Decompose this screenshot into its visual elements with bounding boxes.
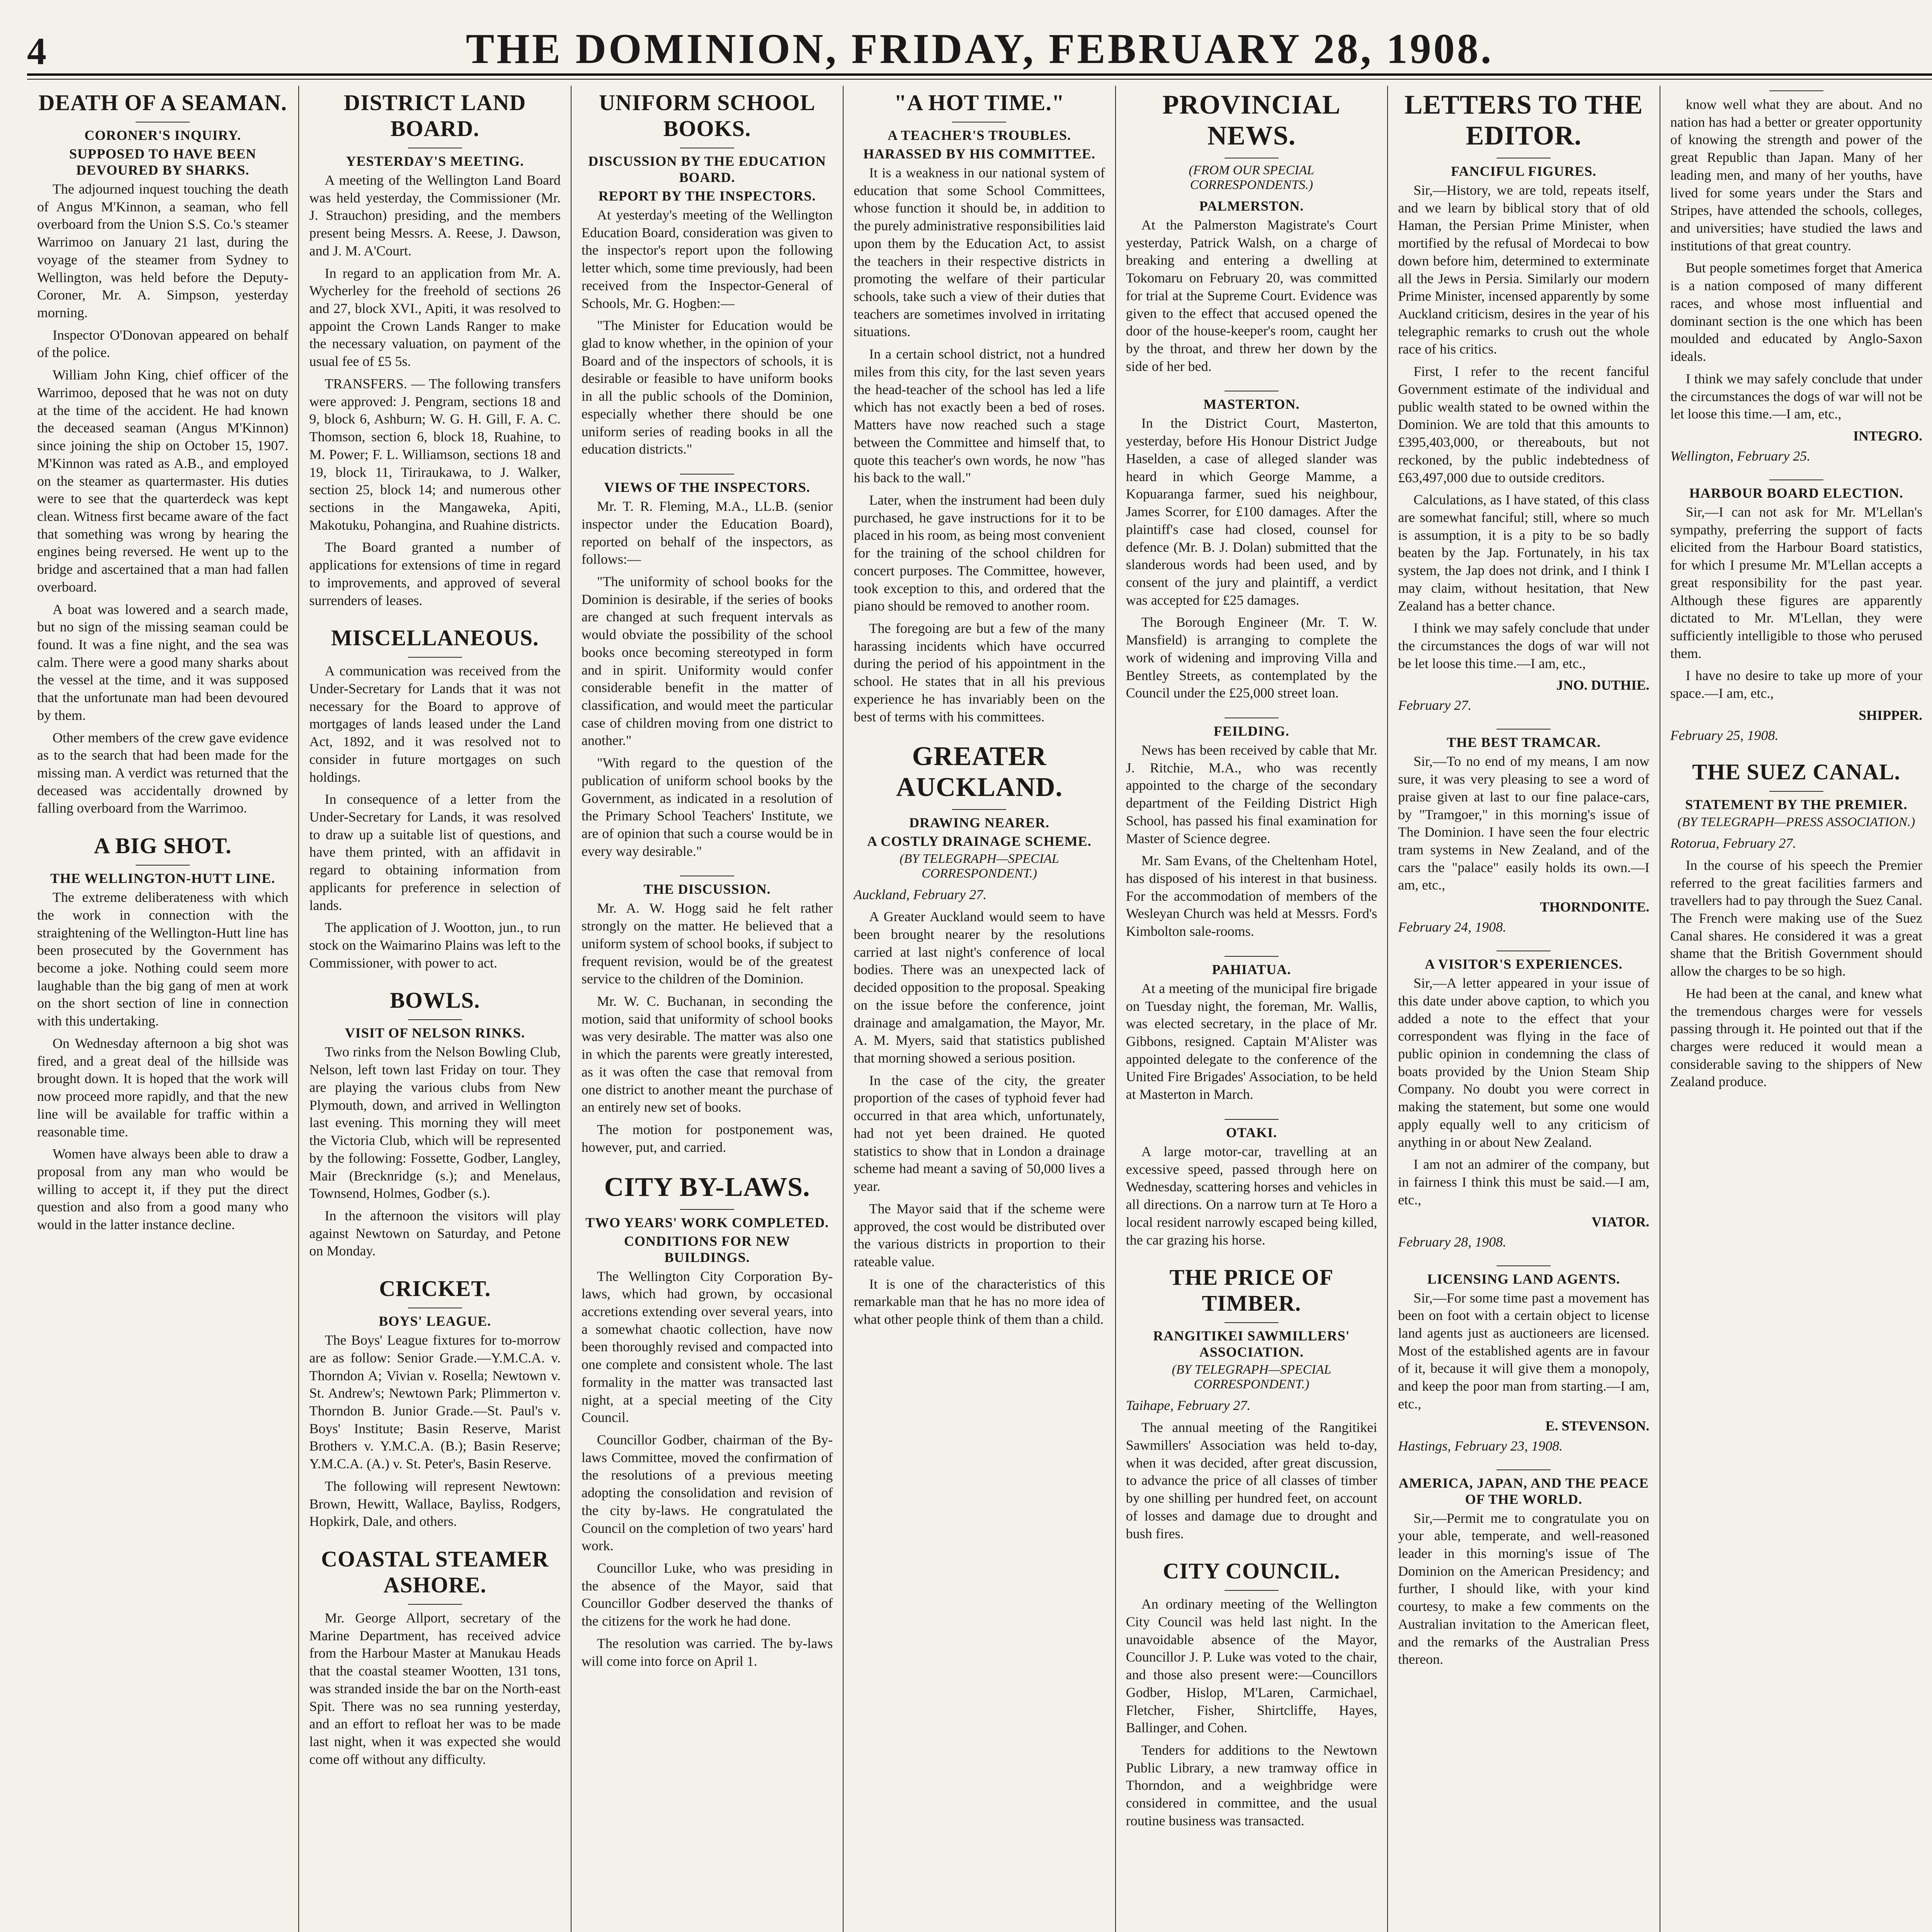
article-paragraph: Sir,—History, we are told, repeats itself, and we learn by biblical story that of old Haman, the Persian Prime Minister, when mortified by the refusal of Mordecai to bow down before him, determined to exterminate all the Jews in Persia. Similarly our modern Prime Minister, incensed apparently by some Auckland criticism, desires in the year of his telegraphic remarks to crush out the whole race of his critics. [1398, 182, 1650, 357]
article [1670, 480, 1922, 743]
article-paragraph: TRANSFERS. — The following transfers were approved: J. Pengram, sections 18 and 9, block 6, Ashburn; W. G. H. Gill, F. A. C. Thomson, section 6, block 18, Ruahine, to M. Power; F. L. Williamson, sections 18 and 19, block 11, Tiriraukawa, to J. Walker, section 25, block 14; and numerous other sections in the Mangaweka, Apiti, Makotuku, Pohangina, and Ruahine districts. [309, 376, 561, 533]
article-paragraph: Sir,—A letter appeared in your issue of this date under above caption, to which you added a note to the effect that your correspondent was flying in the face of public opinion in condemning the class of boats provided by the Union Steam Ship Company. No doubt you were correct in making the statement, but some one would apply equally well to any criticism of anything in or about New Zealand. [1398, 975, 1650, 1150]
article-paragraph: In the afternoon the visitors will play against Newtown on Saturday, and Petone on Monday. [309, 1208, 561, 1259]
article-paragraph: Mr. George Allport, secretary of the Marine Department, has received advice from the Harbour Master at Manukau Heads that the coastal steamer Wootten, 131 tons, was stranded inside the bar on the North-east Spit. There was no sea running yesterday, and an effort to refloat her was to be made last night, when it was expected she would come off without any difficulty. [309, 1610, 561, 1767]
article-paragraph: An ordinary meeting of the Wellington City Council was held last night. In the unavoidable absence of the Mayor, Councillor J. P. Luke was voted to the chair, and those also present were:—Councillors Godber, Hislop, M'Laren, Carmichael, Fletcher, Fisher, Shirtcliffe, Hayes, Ballinger, and Cohen. [1126, 1596, 1378, 1736]
article-paragraph: In a certain school district, not a hundred miles from this city, for the last seven years the head-teacher of the school has led a life which has not exactly been a bed of roses. Matters have now reached such a stage between the Committee and himself that, to quote this teacher's own words, he now "has his back to the wall." [854, 346, 1105, 486]
letter-signature: SHIPPER. [1858, 707, 1922, 723]
article [309, 90, 560, 609]
article [1398, 729, 1649, 935]
article-paragraph: At the Palmerston Magistrate's Court yesterday, Patrick Walsh, on a charge of breaking and entering a dwelling at Tokomaru on February 20, was committed for trial at the Supreme Court. Evidence was given to the effect that accused opened the door of the house-keeper's room, caught her by the throat, and threw her down by the side of her bed. [1126, 217, 1378, 374]
masthead [27, 27, 1932, 76]
article-paragraph: I think we may safely conclude that under the circumstances the dogs of war will not be let loose this time.—I am, etc., [1670, 371, 1922, 422]
article-paragraph: A meeting of the Wellington Land Board was held yesterday, the Commissioner (Mr. J. Strauchon) presiding, and the members present being Messrs. A. Reese, J. Dawson, and J. M. A'Court. [309, 172, 561, 259]
article-paragraph: "With regard to the question of the publication of uniform school books by the Government, as indicated in a resolution of the Primary School Teachers' Institute, we are of opinion that such a course would be in every way desirable." [581, 755, 833, 859]
article [1126, 718, 1377, 940]
article-headline: LETTERS TO THE EDITOR. [1404, 90, 1643, 151]
article-headline: CITY BY-LAWS. [604, 1172, 810, 1202]
article [37, 90, 288, 817]
article-subhead: RANGITIKEI SAWMILLERS' ASSOCIATION. [1153, 1328, 1350, 1360]
column-3 [571, 86, 844, 1932]
article-headline: DISTRICT LAND BOARD. [344, 90, 526, 141]
article-subhead: REPORT BY THE INSPECTORS. [598, 188, 816, 204]
article-paragraph: Mr. A. W. Hogg said he felt rather strongly on the matter. He believed that a uniform system of school books, if subject to frequent revision, would be of the greatest service to the children of the Dominion. [581, 900, 833, 987]
article [582, 474, 833, 860]
article-paragraph: In the course of his speech the Premier referred to the great facilities farmers and travellers had to pay through the Suez Canal. The French were making use of the Suez Canal shares. He considered it was a great shame that the British Government should allow the charges to be so high. [1670, 857, 1922, 979]
column-4 [844, 86, 1116, 1932]
article [1126, 1558, 1377, 1830]
letter-signature: INTEGRO. [1853, 428, 1922, 444]
article-paragraph: It is a weakness in our national system of education that some School Committees, whose function it should be, in addition to the purely administrative responsibilities laid upon them by the Education Act, to assist the teachers in their respective districts in promoting the welfare of their particular schools, take such a view of their duties that teachers are sometimes involved in irritating situations. [854, 165, 1105, 340]
article [309, 1546, 560, 1768]
letter-date: February 28, 1908. [1398, 1234, 1507, 1250]
article [309, 625, 560, 972]
article-paragraph: The Board granted a number of applications for extensions of time in regard to improvements, and approved of several surrenders of leases. [309, 539, 561, 608]
article-paragraph: Calculations, as I have stated, of this class are somewhat fanciful; still, where so much is assumption, it is a pity to be so badly beaten by the Jap. Fortunately, in his tax system, the Jap does not drink, and I think I may claim, without hesitation, that New Zealand has a better chance. [1398, 492, 1650, 614]
article-headline: DEATH OF A SEAMAN. [38, 90, 287, 115]
article-paragraph: A boat was lowered and a search made, but no sign of the missing seaman could be found. It was a fine night, and the sea was calm. There were a good many sharks about the vessel at the time, and it was supposed that the unfortunate man had been devoured by them. [37, 601, 289, 723]
article [854, 90, 1105, 726]
article-paragraph: The following will represent Newtown: Brown, Hewitt, Wallace, Bayliss, Rodgers, Hopkirk, Dale, and others. [309, 1478, 561, 1529]
article-paragraph: Mr. Sam Evans, of the Cheltenham Hotel, has disposed of his interest in that business. For the accommodation of members of the Wesleyan Church was held at Messrs. Ford's Kimbolton sale-rooms. [1126, 853, 1378, 939]
article-deck: (BY TELEGRAPH—SPECIAL CORRESPONDENT.) [900, 852, 1059, 881]
article-headline: CRICKET. [379, 1276, 491, 1301]
columns [27, 86, 1932, 1932]
article-paragraph: First, I refer to the recent fanciful Government estimate of the individual and public wealth stated to be owned within the Dominion. We are told that this amounts to £395,403,000, or thereabouts, but not reckoned, by the public indebtedness of £63,497,000 due to outside creditors. [1398, 364, 1650, 485]
article-deck: (BY TELEGRAPH—SPECIAL CORRESPONDENT.) [1172, 1362, 1332, 1392]
article [582, 90, 833, 458]
article-paragraph: Tenders for additions to the Newtown Public Library, a new tramway office in Thorndon, and a weighbridge were considered in committee, and the usual routine business was transacted. [1126, 1742, 1378, 1828]
article-subhead: CORONER'S INQUIRY. [84, 128, 241, 143]
article-paragraph: The foregoing are but a few of the many harassing incidents which have occurred during the period of his appointment in the school. He states that in all his previous experience he has invariably been on the best of terms with his committees. [854, 620, 1105, 724]
article-paragraph: Sir,—To no end of my means, I am now sure, it was very pleasing to see a word of praise given at last to our fine palace-cars, by "Tramgoer," in this morning's issue of The Dominion. I have seen the four electric tram systems in New Zealand, and of the cars the "palace" easily holds its own.—I am, etc., [1398, 753, 1650, 893]
article-paragraph: Inspector O'Donovan appeared on behalf of the police. [37, 327, 289, 361]
article-deck: (BY TELEGRAPH—PRESS ASSOCIATION.) [1677, 815, 1915, 829]
article-subhead: OTAKI. [1226, 1124, 1277, 1140]
article-subhead: FANCIFUL FIGURES. [1451, 163, 1597, 179]
article-subhead: VIEWS OF THE INSPECTORS. [604, 480, 810, 495]
article [1398, 1469, 1649, 1668]
article-headline: GREATER AUCKLAND. [896, 742, 1063, 803]
article-paragraph: In consequence of a letter from the Under-Secretary for Lands, it was resolved to draw up a suitable list of questions, and have them printed, with an affidavit in regard to obtaining information from applicants for preference in selection of lands. [309, 791, 561, 913]
article-subhead: MASTERTON. [1203, 396, 1300, 412]
article-paragraph: In the case of the city, the greater proportion of the cases of typhoid fever had occurred in that area which, unfortunately, had not yet been drained. He quoted statistics to show that in London a drainage scheme had meant a saving of 50,000 lives a year. [854, 1072, 1105, 1194]
article-headline: PROVINCIAL NEWS. [1162, 90, 1341, 151]
letter-date: Wellington, February 25. [1670, 448, 1811, 464]
article-paragraph: The resolution was carried. The by-laws will come into force on April 1. [581, 1635, 833, 1669]
column-2 [299, 86, 571, 1932]
article-paragraph: Sir,—Permit me to congratulate you on your able, temperate, and well-reasoned leader in this morning's issue of The Dominion on the American Presidency; and further, I should like, with your kind courtesy, to make a few comments on the Australian invitation to the American fleet, and the remarks of the Australian Press thereon. [1398, 1510, 1650, 1667]
letter-date: February 25, 1908. [1670, 727, 1779, 743]
article-headline: THE SUEZ CANAL. [1692, 759, 1901, 784]
article-subhead: FEILDING. [1213, 723, 1289, 739]
article [854, 741, 1105, 1328]
article-deck: (FROM OUR SPECIAL CORRESPONDENTS.) [1189, 163, 1315, 192]
article-paragraph: Women have always been able to draw a proposal from any man who would be willing to accept it, if they put the direct question and also from a good many who would in the latter instance decline. [37, 1146, 289, 1233]
article-paragraph: Councillor Godber, chairman of the By-laws Committee, moved the confirmation of the resolutions of a previous meeting adopting the consolidation and revision of the city by-laws. He congratulated the Council on the completion of two years' hard work. [581, 1432, 833, 1554]
article-paragraph: In regard to an application from Mr. A. Wycherley for the freehold of sections 26 and 27, block XVI., Apiti, it was resolved to appoint the Crown Lands Ranger to make the necessary valuation, on payment of the usual fee of £5 5s. [309, 265, 561, 369]
letter-date: February 27. [1398, 697, 1472, 713]
article [1126, 1264, 1377, 1543]
letter-date: Hastings, February 23, 1908. [1398, 1438, 1563, 1454]
article-dateline: Taihape, February 27. [1126, 1398, 1251, 1413]
article-subhead: THE DISCUSSION. [643, 881, 771, 897]
article-paragraph: At yesterday's meeting of the Wellington Education Board, consideration was given to the inspector's report upon the following letter which, some time previously, had been received from the Inspector-General of Schools, Mr. G. Hogben:— [581, 207, 833, 311]
article-subhead: HARBOUR BOARD ELECTION. [1689, 485, 1903, 501]
letter-date: February 24, 1908. [1398, 919, 1507, 935]
article-paragraph: The extreme deliberateness with which the work in connection with the straightening of the Wellington-Hutt line has been prosecuted by the Government has become a joke. Nothing could seem more laughable than the big gang of men at work on the short section of line in connection with this undertaking. [37, 889, 289, 1029]
article-dateline: Rotorua, February 27. [1670, 835, 1796, 851]
article-subhead: A VISITOR'S EXPERIENCES. [1425, 956, 1623, 972]
letter-signature: THORNDONITE. [1540, 899, 1650, 915]
article [1398, 951, 1649, 1250]
article-paragraph: Mr. T. R. Fleming, M.A., LL.B. (senior inspector under the Education Board), reported on behalf of the inspectors, as follows:— [581, 498, 833, 567]
article-headline: UNIFORM SCHOOL BOOKS. [599, 90, 816, 141]
article-paragraph: The Wellington City Corporation By-laws, which had grown, by occasional accretions extending over several years, into a somewhat chaotic collection, have now been thoroughly revised and compacted into one complete and consistent whole. The last formality in the matter was transacted last night, at a special meeting of the City Council. [581, 1268, 833, 1425]
article-subhead: CONDITIONS FOR NEW BUILDINGS. [624, 1233, 791, 1265]
article-subhead: THE BEST TRAMCAR. [1446, 735, 1601, 750]
article-paragraph: A Greater Auckland would seem to have been brought nearer by the resolutions carried at last night's conference of local bodies. There was an unexpected lack of decided opposition to the proposal. Speaking on the issue before the conference, joint drainage and amalgamation, the Mayor, Mr. A. M. Myers, said that statistics published that morning showed a serious position. [854, 909, 1105, 1066]
article [1398, 1265, 1649, 1454]
article-headline: MISCELLANEOUS. [331, 625, 539, 651]
article-paragraph: Two rinks from the Nelson Bowling Club, Nelson, left town last Friday on tour. They are playing the various clubs from New Plymouth, down, and arrived in Wellington last evening. This morning they will meet the Victoria Club, which will be represented by the following: Fossette, Godber, Langley, Mair (Brecknridge (s.); and Menelaus, Townsend, Holmes, Godber (s.). [309, 1044, 561, 1201]
article-headline: BOWLS. [390, 988, 480, 1013]
article-paragraph: The adjourned inquest touching the death of Angus M'Kinnon, a seaman, who fell overboard from the Union S.S. Co.'s steamer Warrimoo on January 21 last, during the voyage of the steamer from Sydney to Wellington, was held before the Deputy-Coroner, Mr. A. Simpson, yesterday morning. [37, 181, 289, 321]
article-paragraph: At a meeting of the municipal fire brigade on Tuesday night, the foreman, Mr. Wallis, was elected secretary, in the place of Mr. Gibbons, resigned. Captain M'Alister was appointed delegate to the conference of the United Fire Brigades' Association, to be held at Masterton in March. [1126, 980, 1378, 1102]
column-1 [27, 86, 299, 1932]
article-subhead: LICENSING LAND AGENTS. [1427, 1271, 1620, 1287]
article-headline: A BIG SHOT. [94, 833, 232, 859]
article-subhead: STATEMENT BY THE PREMIER. [1685, 796, 1908, 812]
article-subhead: A TEACHER'S TROUBLES. [888, 128, 1071, 143]
article-paragraph: William John King, chief officer of the Warrimoo, deposed that he was not on duty at the time of the accident. He had known the deceased seaman (Angus M'Kinnon) since joining the ship on October 15, 1907. M'Kinnon was rated as A.B., and employed on the steamer as quartermaster. His duties were to see that the quarterdeck was kept clean. Witness first became aware of the fact that something was wrong by hearing the engines being reversed. He went up to the bridge and ascertained that a man had fallen overboard. [37, 367, 289, 595]
article-paragraph: The application of J. Wootton, jun., to run stock on the Waimarino Plains was left to the Commissioner, with power to act. [309, 920, 561, 971]
article-paragraph: On Wednesday afternoon a big shot was fired, and a great deal of the hillside was brought down. It is hoped that the work will now proceed more rapidly, and that the new line will be available for traffic within a reasonable time. [37, 1035, 289, 1139]
article-paragraph: News has been received by cable that Mr. J. Ritchie, M.A., who was recently appointed to the charge of the secondary department of the Feilding District High School, has passed his final examination for Master of Science degree. [1126, 742, 1378, 846]
article-subhead: DRAWING NEARER. [909, 815, 1049, 831]
article [582, 876, 833, 1156]
article-paragraph: Sir,—For some time past a movement has been on foot with a certain object to license land agents just as auctioneers are licensed. Most of the established agents are in favour of it, because it will give them a monopoly, and keep the poor man from starting.—I am, etc., [1398, 1290, 1650, 1412]
article-paragraph: Other members of the crew gave evidence as to the search that had been made for the missing man. A verdict was returned that the deceased was accidentally drowned by falling overboard from the Warrimoo. [37, 730, 289, 816]
article-subhead: PALMERSTON. [1199, 198, 1304, 214]
article-subhead: AMERICA, JAPAN, AND THE PEACE OF THE WORLD. [1398, 1475, 1649, 1507]
article-dateline: Auckland, February 27. [854, 887, 987, 903]
article-paragraph: The annual meeting of the Rangitikei Sawmillers' Association was held to-day, when it was decided, after great discussion, to advance the price of all classes of timber by one shilling per hundred feet, on account of losses and damage due to drought and bush fires. [1126, 1420, 1378, 1541]
article-subhead: THE WELLINGTON-HUTT LINE. [50, 871, 276, 886]
article-paragraph: Councillor Luke, who was presiding in the absence of the Mayor, said that Councillor Godber deserved the thanks of the citizens for the work he had done. [581, 1560, 833, 1629]
article-paragraph: In the District Court, Masterton, yesterday, before His Honour District Judge Haselden, a case of alleged slander was heard in which George Mamme, a Kopuaranga farmer, sued his neighbour, James Scorrer, for £100 damages. After the plaintiff's case had closed, counsel for defence (Mr. B. J. Dolan) submitted that the slanderous words had been used, and by consent of the jury and plaintiff, a verdict was accepted for £25 damages. [1126, 415, 1378, 608]
letter-signature: VIATOR. [1591, 1214, 1650, 1230]
article-paragraph: But people sometimes forget that America is a nation composed of many different races, and whose most influential and dominant section is the one which has been moulded and educated by Anglo-Saxon ideals. [1670, 260, 1922, 364]
article [309, 1276, 560, 1531]
article-headline: CITY COUNCIL. [1163, 1558, 1340, 1584]
article-headline: COASTAL STEAMER ASHORE. [321, 1546, 549, 1597]
article-headline: THE PRICE OF TIMBER. [1169, 1265, 1334, 1316]
letter-signature: E. STEVENSON. [1545, 1418, 1650, 1434]
column-5 [1116, 86, 1388, 1932]
article-paragraph: Later, when the instrument had been duly purchased, he gave instructions for it to be placed in his room, as being most convenient for the training of the school children for concert purposes. The Committee, however, took exception to this, and ordered that the piano should be removed to another room. [854, 492, 1105, 614]
article-paragraph: He had been at the canal, and knew what the tremendous charges were for vessels passing through it. He pointed out that if the charges were reduced it would mean a considerable saving to the shippers of New Zealand produce. [1670, 985, 1922, 1090]
article-paragraph: It is one of the characteristics of this remarkable man that he has no more idea of what other people think of them than a child. [854, 1276, 1105, 1327]
article [37, 833, 288, 1234]
article [1670, 759, 1922, 1091]
article [1670, 90, 1922, 464]
article [582, 1172, 833, 1670]
article [1126, 956, 1377, 1104]
article-subhead: A COSTLY DRAINAGE SCHEME. [867, 833, 1092, 849]
column-6 [1388, 86, 1660, 1932]
article-paragraph: I have no desire to take up more of your space.—I am, etc., [1670, 668, 1922, 701]
article-paragraph: "The uniformity of school books for the Dominion is desirable, if the series of books are changed at such frequent intervals as would obviate the possibility of the school books once becoming stereotyped in form and in spirit. Uniformity would confer considerable benefit in the matter of classification, and would meet the particular case of children moving from one district to another." [581, 573, 833, 748]
article [1398, 90, 1649, 713]
article-subhead: SUPPOSED TO HAVE BEEN DEVOURED BY SHARKS. [69, 146, 257, 178]
article-paragraph: Sir,—I can not ask for Mr. M'Lellan's sympathy, preferring the support of facts elicited from the Harbour Board statistics, for which I presume Mr. M'Lellan accepts a great responsibility for the past year. Although these figures are apparently dictated to Mr. M'Lellan, they were sufficiently intelligible to those who perused them. [1670, 504, 1922, 661]
article-paragraph: A large motor-car, travelling at an excessive speed, passed through here on Wednesday, scattering horses and vehicles in all directions. On a narrow turn at Te Horo a local resident narrowly escaped being killed, the car grazing his horse. [1126, 1143, 1378, 1248]
newspaper-title: THE DOMINION, FRIDAY, FEBRUARY 28, 1908. [466, 25, 1494, 72]
article [1126, 1119, 1377, 1249]
article [1126, 391, 1377, 702]
article-headline: "A HOT TIME." [894, 90, 1065, 115]
letter-signature: JNO. DUTHIE. [1556, 677, 1650, 693]
article-paragraph: The Borough Engineer (Mr. T. W. Mansfield) is arranging to complete the work of widening and improving Villa and Bentley Streets, as contemplated by the Council under the £25,000 street loan. [1126, 614, 1378, 701]
article-paragraph: The Boys' League fixtures for to-morrow are as follow: Senior Grade.—Y.M.C.A. v. Thorndon A; Vivian v. Rosella; Newtown v. St. Andrew's; Newtown Park; Plimmerton v. Thorndon B. Junior Grade.—St. Paul's v. Boys' Institute; Basin Reserve, Marist Brothers v. Y.M.C.A. (B.); Basin Reserve; Y.M.C.A. (A.) v. St. Peter's, Basin Reserve. [309, 1332, 561, 1472]
article-paragraph: I am not an admirer of the company, but in fairness I think this must be said.—I am, etc., [1398, 1156, 1650, 1208]
article-subhead: DISCUSSION BY THE EDUCATION BOARD. [588, 153, 826, 185]
article-subhead: BOYS' LEAGUE. [379, 1313, 492, 1329]
article-subhead: HARASSED BY HIS COMMITTEE. [863, 146, 1095, 162]
article-paragraph: A communication was received from the Under-Secretary for Lands that it was not necessary for the Board to approve of mortgages of lands leased under the Land Act, 1892, and it was resolved not to consider in future mortgages on such holdings. [309, 663, 561, 785]
article-paragraph: The motion for postponement was, however, put, and carried. [581, 1122, 833, 1155]
page-number: 4 [27, 30, 46, 73]
article [1126, 90, 1377, 375]
article-paragraph: I think we may safely conclude that under the circumstances the dogs of war will not be let loose this time.—I am, etc., [1398, 620, 1650, 671]
article [309, 987, 560, 1260]
article-subhead: YESTERDAY'S MEETING. [346, 153, 524, 169]
article-paragraph: "The Minister for Education would be glad to know whether, in the opinion of your Board and of the inspectors of schools, it is desirable or feasible to have uniform books in all the public schools of the Dominion, especially whether there should be one uniform series of reading books in all the education districts." [581, 318, 833, 457]
article-paragraph: The Mayor said that if the scheme were approved, the cost would be distributed over the various districts in proportion to their rateable value. [854, 1201, 1105, 1269]
column-7 [1660, 86, 1932, 1932]
article-subhead: TWO YEARS' WORK COMPLETED. [585, 1214, 829, 1230]
article-subhead: PAHIATUA. [1212, 961, 1291, 977]
article-paragraph: know well what they are about. And no nation has had a better or greater opportunity of knowing the strength and power of the great Republic than Japan. Many of her leading men, and many of her youths, have lived for some years under the Stars and Stripes, have attended the schools, colleges, and universities; have studied the laws and institutions of that great country. [1670, 97, 1922, 253]
article-subhead: VISIT OF NELSON RINKS. [345, 1025, 525, 1041]
article-paragraph: Mr. W. C. Buchanan, in seconding the motion, said that uniformity of school books was very desirable. The matter was also one in which the parents were greatly interested, as it was often the case that removal from one district to another meant the purchase of an entirely new set of books. [581, 993, 833, 1115]
